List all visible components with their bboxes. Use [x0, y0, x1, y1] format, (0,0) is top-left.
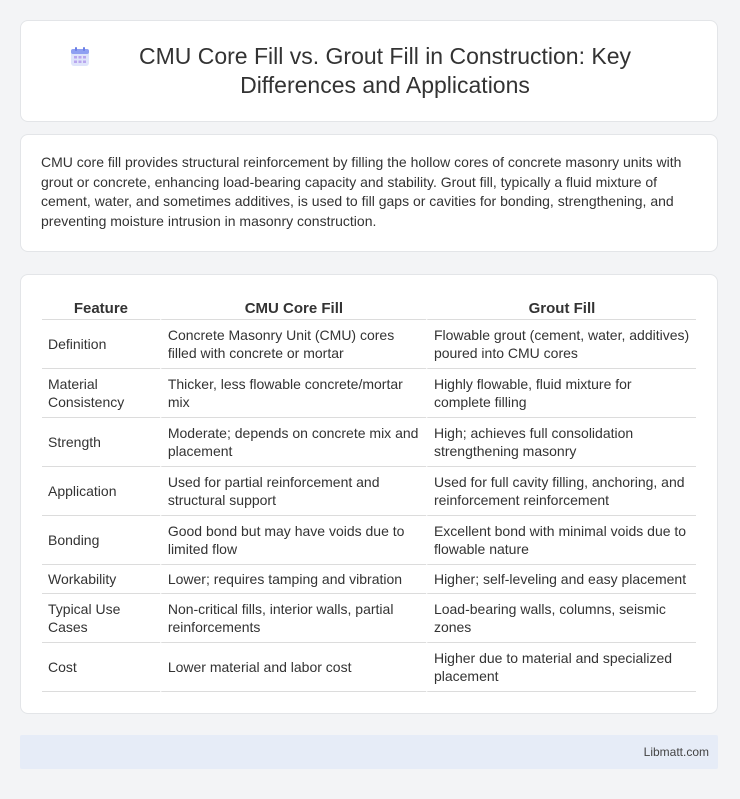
row-feature: Cost	[42, 643, 160, 692]
table-row	[42, 565, 696, 594]
row-cmu-core-fill: Good bond but may have voids due to limited flow	[160, 516, 426, 565]
title-card	[20, 20, 718, 122]
row-feature: Definition	[42, 320, 160, 369]
column-header-grout-fill: Grout Fill	[426, 295, 696, 320]
table-row	[42, 516, 696, 565]
row-feature: Application	[42, 467, 160, 516]
summary-text: CMU core fill provides structural reinforcement by filling the hollow cores of concrete masonry units with grout or concrete, enhancing load-bearing capacity and stability. Grout fill, typically a fluid mixture of cement, water, and sometimes additives, is used to fill gaps or cavities for bonding, strengthening, and preventing moisture intrusion in masonry construction.	[41, 154, 682, 229]
calendar-icon	[69, 46, 91, 68]
row-cmu-core-fill: Thicker, less flowable concrete/mortar mix	[160, 369, 426, 418]
row-grout-fill: Flowable grout (cement, water, additives) poured into CMU cores	[426, 320, 696, 369]
title-wrap	[69, 42, 669, 100]
comparison-table-card	[20, 274, 718, 714]
row-cmu-core-fill: Concrete Masonry Unit (CMU) cores filled with concrete or mortar	[160, 320, 426, 369]
table-row	[42, 369, 696, 418]
row-grout-fill: Used for full cavity filling, anchoring, and reinforcement reinforcement	[426, 467, 696, 516]
summary-card	[20, 134, 718, 252]
row-feature: Material Consistency	[42, 369, 160, 418]
footer-site-link[interactable]: Libmatt.com	[643, 745, 709, 759]
row-grout-fill: High; achieves full consolidation strengthening masonry	[426, 418, 696, 467]
row-grout-fill: Higher due to material and specialized placement	[426, 643, 696, 692]
row-cmu-core-fill: Lower material and labor cost	[160, 643, 426, 692]
row-feature: Workability	[42, 565, 160, 594]
row-feature: Strength	[42, 418, 160, 467]
comparison-table	[42, 295, 696, 692]
row-cmu-core-fill: Moderate; depends on concrete mix and placement	[160, 418, 426, 467]
table-row	[42, 643, 696, 692]
table-header-row	[42, 295, 696, 320]
row-grout-fill: Higher; self-leveling and easy placement	[426, 565, 696, 594]
row-feature: Typical Use Cases	[42, 594, 160, 643]
column-header-cmu-core-fill: CMU Core Fill	[160, 295, 426, 320]
row-grout-fill: Highly flowable, fluid mixture for complete filling	[426, 369, 696, 418]
table-row	[42, 467, 696, 516]
column-header-feature: Feature	[42, 295, 160, 320]
row-cmu-core-fill: Lower; requires tamping and vibration	[160, 565, 426, 594]
row-grout-fill: Excellent bond with minimal voids due to flowable nature	[426, 516, 696, 565]
table-row	[42, 418, 696, 467]
table-row	[42, 320, 696, 369]
row-grout-fill: Load-bearing walls, columns, seismic zones	[426, 594, 696, 643]
row-cmu-core-fill: Used for partial reinforcement and structural support	[160, 467, 426, 516]
footer-bar	[20, 735, 718, 769]
table-row	[42, 594, 696, 643]
row-cmu-core-fill: Non-critical fills, interior walls, partial reinforcements	[160, 594, 426, 643]
row-feature: Bonding	[42, 516, 160, 565]
page-title: CMU Core Fill vs. Grout Fill in Construction: Key Differences and Applications	[138, 43, 632, 98]
